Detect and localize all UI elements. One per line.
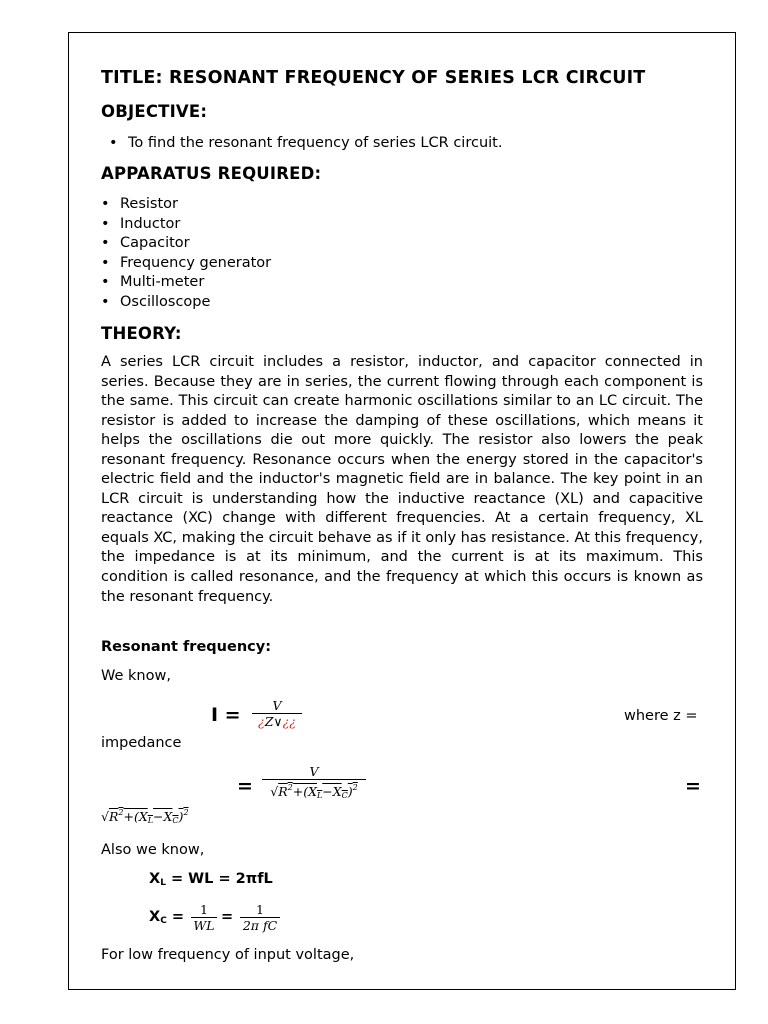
equation-right-equals: = — [685, 775, 701, 797]
we-know-text: We know, — [101, 668, 171, 684]
capacitive-fraction-1 — [191, 902, 217, 934]
equation-impedance-equals: = — [237, 775, 253, 797]
list-item: • Frequency generator — [120, 254, 271, 274]
theory-paragraph: A series LCR circuit includes a resistor, inductor, and capacitor connected in series. Because they are in series, the current flowing through each component is the same. This circuit can create harmonic oscillations similar to an LC circuit. The resistor is added to increase the damping of these oscillations, which means it helps the oscillations die out more quickly. The resistor also lowers the peak resonant frequency. Resonance occurs when the energy stored in the capacitor's electric field and the inductor's magnetic field are in balance. The key point in an LCR circuit is understanding how the inductive reactance (XL) and capacitive reactance (XC) change with different frequencies. At a certain frequency, XL equals XC, making the circuit behave as if it only has resistance. At this frequency, the impedance is at its minimum, and the current is at its maximum. This condition is called resonance, and the frequency at which this occurs is known as the resonant frequency. — [101, 354, 703, 605]
xl-symbol: X — [149, 871, 161, 887]
list-item: • Inductor — [120, 215, 271, 235]
objective-heading: OBJECTIVE: — [101, 102, 208, 121]
low-frequency-text: For low frequency of input voltage, — [101, 947, 355, 963]
list-item: • To find the resonant frequency of series LCR circuit. — [128, 134, 502, 154]
apparatus-list — [120, 195, 271, 313]
page-title: TITLE: RESONANT FREQUENCY OF SERIES LCR CIRCUIT — [101, 68, 646, 88]
glitch-glyph: ¿ — [258, 714, 265, 729]
list-item: • Resistor — [120, 195, 271, 215]
capacitive-reactance-lhs — [149, 909, 184, 926]
list-item: • Capacitor — [120, 234, 271, 254]
xc-subscript: C — [160, 916, 167, 926]
inductive-reactance-equation — [149, 871, 273, 888]
equation-impedance-magnitude: $√R^2+(X_L-X_C)^2$ — [101, 808, 189, 825]
capacitive-fraction-2 — [240, 902, 280, 934]
glitch-glyph: ¿¿ — [282, 714, 296, 729]
xl-expression: = WL = 2πfL — [165, 871, 273, 887]
equation-current-fraction — [252, 698, 302, 730]
also-know-text: Also we know, — [101, 842, 205, 858]
objective-list — [128, 134, 502, 154]
fraction-numerator: V — [262, 764, 366, 780]
xc-equals: = — [166, 909, 184, 925]
theory-heading: THEORY: — [101, 324, 182, 343]
fraction-denominator: 2π fC — [242, 918, 278, 933]
denominator-z: Z∨ — [264, 714, 283, 729]
fraction-denominator — [252, 714, 302, 730]
fraction-numerator: 1 — [240, 902, 280, 918]
apparatus-heading: APPARATUS REQUIRED: — [101, 164, 322, 183]
equation-impedance-fraction — [262, 764, 366, 804]
fraction-denominator: $√R^2+(X_L-X_C)^2$ — [270, 783, 358, 800]
list-item: • Multi-meter — [120, 273, 271, 293]
xc-symbol: X — [149, 909, 161, 925]
impedance-text: impedance — [101, 735, 182, 751]
fraction-denominator: WL — [193, 918, 215, 933]
resonant-heading: Resonant frequency: — [101, 639, 271, 655]
list-item: • Oscilloscope — [120, 293, 271, 313]
fraction-numerator: V — [252, 698, 302, 714]
capacitive-mid-equals: = — [221, 909, 234, 925]
fraction-numerator: 1 — [191, 902, 217, 918]
xl-subscript: L — [160, 878, 166, 888]
equation-current-lhs: I = — [211, 704, 241, 726]
where-text: where z = — [624, 708, 698, 724]
